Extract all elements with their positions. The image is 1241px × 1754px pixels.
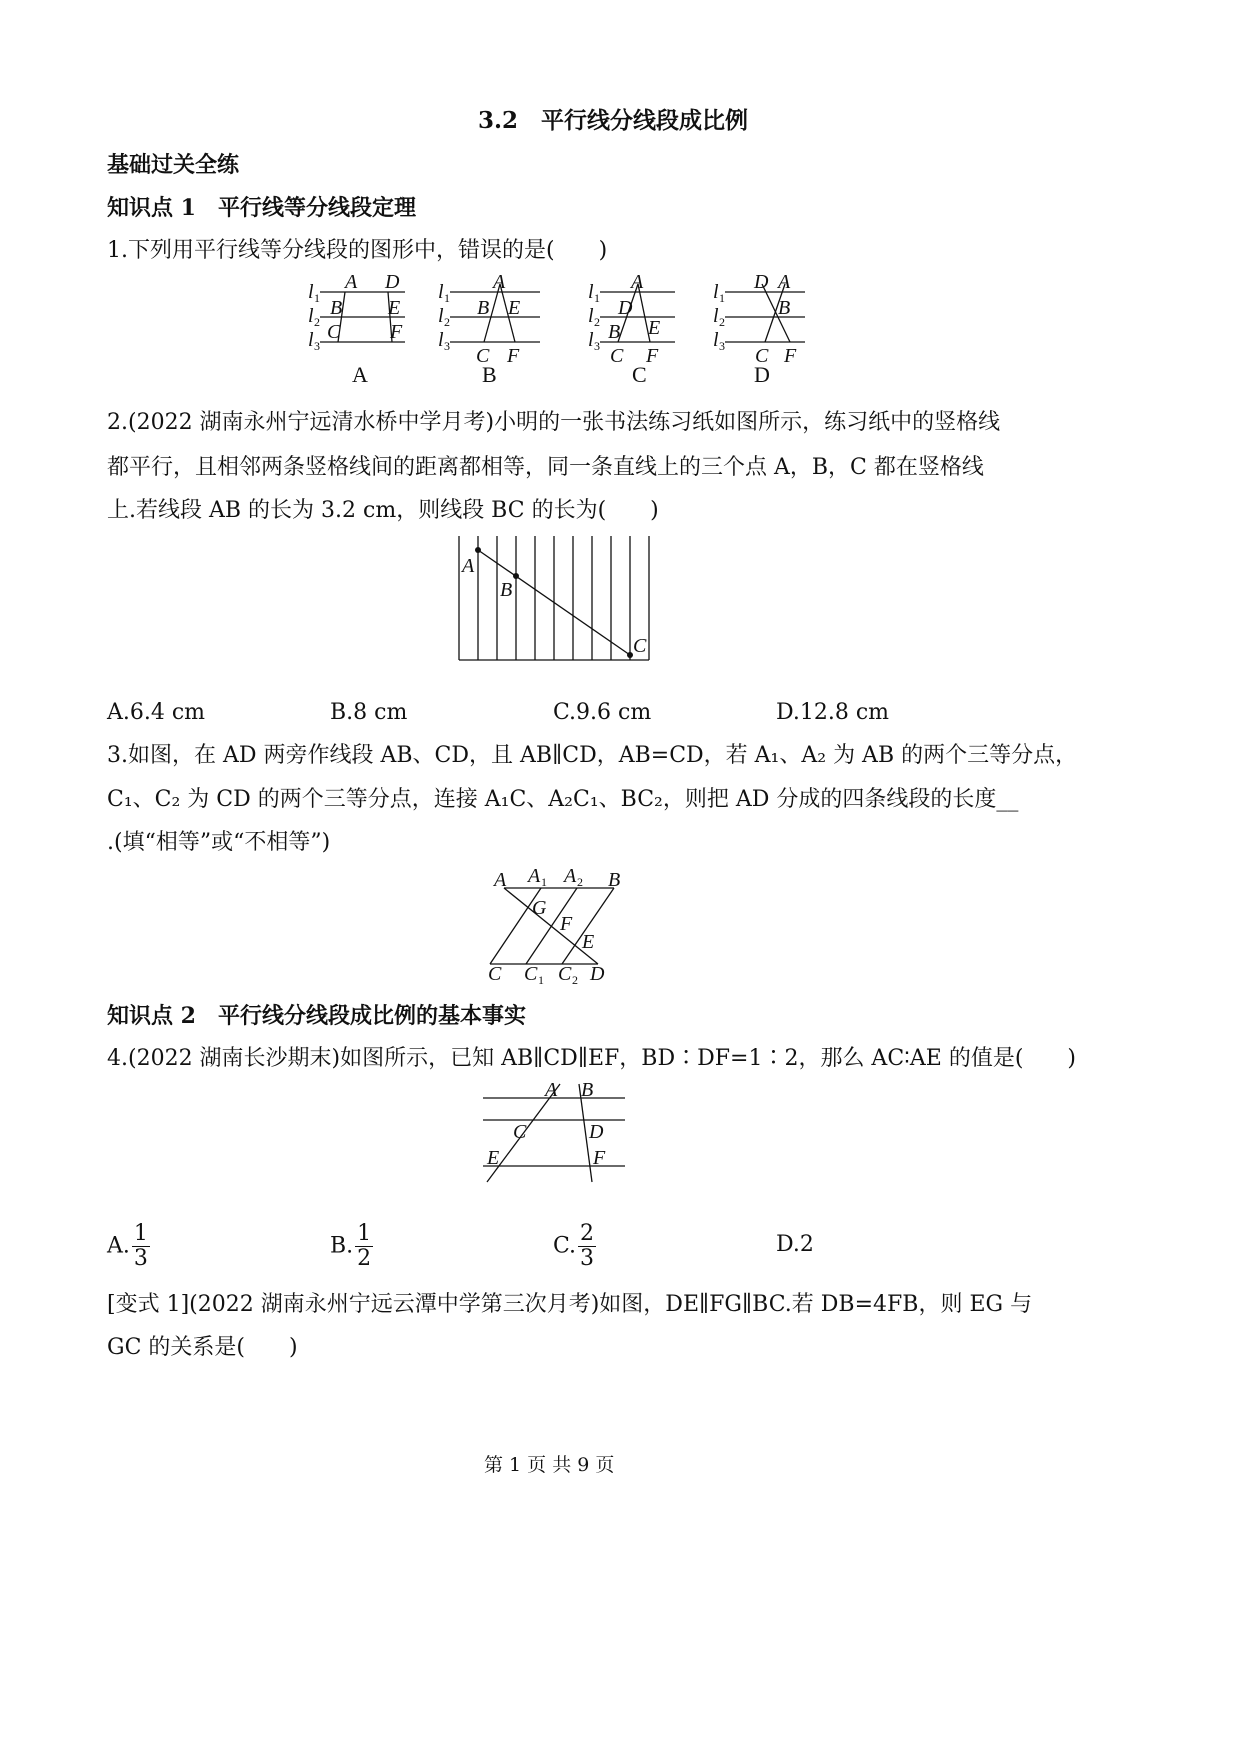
svg-text:C: C xyxy=(524,963,538,985)
q4-option-d: D.2 xyxy=(776,1232,814,1257)
svg-text:l: l xyxy=(438,329,444,351)
svg-text:B: B xyxy=(581,1079,594,1101)
svg-text:F: F xyxy=(593,1147,606,1169)
knowledge-point-2: 知识点 2 平行线分线段成比例的基本事实 xyxy=(107,1003,526,1029)
q4-option-a-prefix: A. xyxy=(107,1233,130,1259)
question-2-line-2: 都平行，且相邻两条竖格线间的距离都相等，同一条直线上的三个点 A，B，C 都在竖格线 xyxy=(107,455,984,480)
svg-text:1: 1 xyxy=(538,973,544,987)
q4-option-b-numerator: 1 xyxy=(357,1221,372,1246)
q4-option-b-fraction xyxy=(355,1222,373,1271)
q4-option-b-denominator: 2 xyxy=(357,1246,372,1271)
q2-option-d: D.12.8 cm xyxy=(776,700,890,725)
question-3-line-1: 3.如图，在 AD 两旁作线段 AB、CD，且 AB∥CD，AB=CD，若 A₁、A₂ 为 AB 的两个三等分点， xyxy=(107,743,1078,768)
svg-text:l: l xyxy=(308,329,314,351)
svg-text:C: C xyxy=(755,345,769,367)
section-heading: 基础过关全练 xyxy=(107,152,240,178)
svg-text:D: D xyxy=(385,271,400,293)
svg-text:1: 1 xyxy=(719,291,725,305)
svg-text:B: B xyxy=(778,297,791,319)
svg-text:C: C xyxy=(558,963,572,985)
svg-text:B: B xyxy=(330,297,343,319)
svg-text:l: l xyxy=(308,281,314,303)
svg-text:E: E xyxy=(487,1147,500,1169)
svg-text:1: 1 xyxy=(314,291,320,305)
q4-option-a xyxy=(107,1222,150,1271)
svg-text:D: D xyxy=(590,963,605,985)
svg-text:D: D xyxy=(618,297,633,319)
svg-text:3: 3 xyxy=(594,339,600,353)
svg-text:F: F xyxy=(507,345,520,367)
svg-text:2: 2 xyxy=(577,875,583,889)
svg-text:2: 2 xyxy=(594,315,600,329)
svg-text:C: C xyxy=(610,345,624,367)
q1-option-d-label: D xyxy=(754,362,770,387)
svg-text:B: B xyxy=(608,321,621,343)
q2-option-c: C.9.6 cm xyxy=(553,700,652,725)
svg-text:3: 3 xyxy=(314,339,320,353)
q4-option-c-numerator: 2 xyxy=(580,1221,595,1246)
svg-text:l: l xyxy=(588,281,594,303)
svg-text:A: A xyxy=(564,865,577,887)
svg-text:E: E xyxy=(388,297,401,319)
svg-text:E: E xyxy=(508,297,521,319)
svg-text:2: 2 xyxy=(314,315,320,329)
q1-option-c-label: C xyxy=(632,362,647,387)
variant-1-line-2: GC 的关系是( ) xyxy=(107,1335,298,1360)
svg-text:l: l xyxy=(588,329,594,351)
svg-text:F: F xyxy=(390,321,403,343)
svg-text:l: l xyxy=(713,281,719,303)
svg-text:B: B xyxy=(477,297,490,319)
q1-option-a-label: A xyxy=(352,362,368,387)
svg-text:D: D xyxy=(754,271,769,293)
svg-text:1: 1 xyxy=(541,875,547,889)
q1-option-b-label: B xyxy=(482,362,497,387)
svg-text:C: C xyxy=(327,321,341,343)
svg-text:E: E xyxy=(648,317,661,339)
svg-text:A: A xyxy=(545,1079,558,1101)
q1-figure xyxy=(300,272,860,392)
svg-text:A: A xyxy=(631,271,644,293)
svg-text:B: B xyxy=(608,869,621,891)
question-3-line-3: .(填“相等”或“不相等”) xyxy=(107,830,331,855)
page-title: 3.2 平行线分线段成比例 xyxy=(478,107,749,134)
page-footer: 第 1 页 共 9 页 xyxy=(484,1454,615,1476)
svg-text:l: l xyxy=(438,281,444,303)
svg-text:A: A xyxy=(493,271,506,293)
svg-text:A: A xyxy=(462,555,475,577)
svg-text:l: l xyxy=(713,329,719,351)
svg-text:l: l xyxy=(308,305,314,327)
q4-option-c xyxy=(553,1222,596,1271)
svg-text:3: 3 xyxy=(444,339,450,353)
q4-option-c-prefix: C. xyxy=(553,1233,577,1259)
q4-option-a-denominator: 3 xyxy=(133,1246,148,1271)
svg-text:2: 2 xyxy=(444,315,450,329)
svg-text:G: G xyxy=(532,897,547,919)
q2-option-b: B.8 cm xyxy=(330,700,408,725)
svg-text:C: C xyxy=(488,963,502,985)
svg-text:A: A xyxy=(778,271,791,293)
variant-1-line-1: [变式 1](2022 湖南永州宁远云潭中学第三次月考)如图，DE∥FG∥BC.若 DB=4FB，则 EG 与 xyxy=(107,1292,1033,1317)
svg-text:1: 1 xyxy=(594,291,600,305)
svg-text:C: C xyxy=(513,1121,527,1143)
svg-text:1: 1 xyxy=(444,291,450,305)
question-3-line-2: C₁、C₂ 为 CD 的两个三等分点，连接 A₁C、A₂C₁、BC₂，则把 AD 分成的四条线段的长度__ xyxy=(107,787,1019,812)
question-4: 4.(2022 湖南长沙期末)如图所示，已知 AB∥CD∥EF，BD∶DF=1∶2，那么 AC∶AE 的值是( ) xyxy=(107,1046,1076,1071)
q2-option-a: A.6.4 cm xyxy=(107,700,206,725)
q3-figure xyxy=(488,865,640,988)
svg-text:F: F xyxy=(646,345,659,367)
question-1: 1.下列用平行线等分线段的图形中，错误的是( ) xyxy=(107,238,608,263)
q2-grid-figure xyxy=(450,532,680,672)
svg-text:2: 2 xyxy=(572,973,578,987)
q4-option-b-prefix: B. xyxy=(330,1233,354,1259)
svg-text:l: l xyxy=(438,305,444,327)
svg-text:D: D xyxy=(589,1121,604,1143)
svg-text:l: l xyxy=(588,305,594,327)
question-2-line-1: 2.(2022 湖南永州宁远清水桥中学月考)小明的一张书法练习纸如图所示，练习纸中的竖格线 xyxy=(107,410,1001,435)
svg-text:B: B xyxy=(500,579,513,601)
svg-text:A: A xyxy=(345,271,358,293)
svg-text:E: E xyxy=(582,931,595,953)
knowledge-point-1: 知识点 1 平行线等分线段定理 xyxy=(107,195,416,221)
q4-option-b xyxy=(330,1222,373,1271)
svg-text:A: A xyxy=(494,869,507,891)
q4-figure xyxy=(475,1080,645,1190)
svg-text:C: C xyxy=(633,635,647,657)
q4-option-c-fraction xyxy=(578,1222,596,1271)
q4-option-c-denominator: 3 xyxy=(580,1246,595,1271)
svg-text:l: l xyxy=(713,305,719,327)
svg-text:2: 2 xyxy=(719,315,725,329)
svg-text:3: 3 xyxy=(719,339,725,353)
q4-option-a-numerator: 1 xyxy=(133,1221,148,1246)
q4-option-a-fraction xyxy=(132,1222,150,1271)
question-2-line-3: 上.若线段 AB 的长为 3.2 cm，则线段 BC 的长为( ) xyxy=(107,498,659,523)
svg-text:C: C xyxy=(476,345,490,367)
svg-text:F: F xyxy=(784,345,797,367)
svg-text:A: A xyxy=(528,865,541,887)
svg-text:F: F xyxy=(560,913,573,935)
